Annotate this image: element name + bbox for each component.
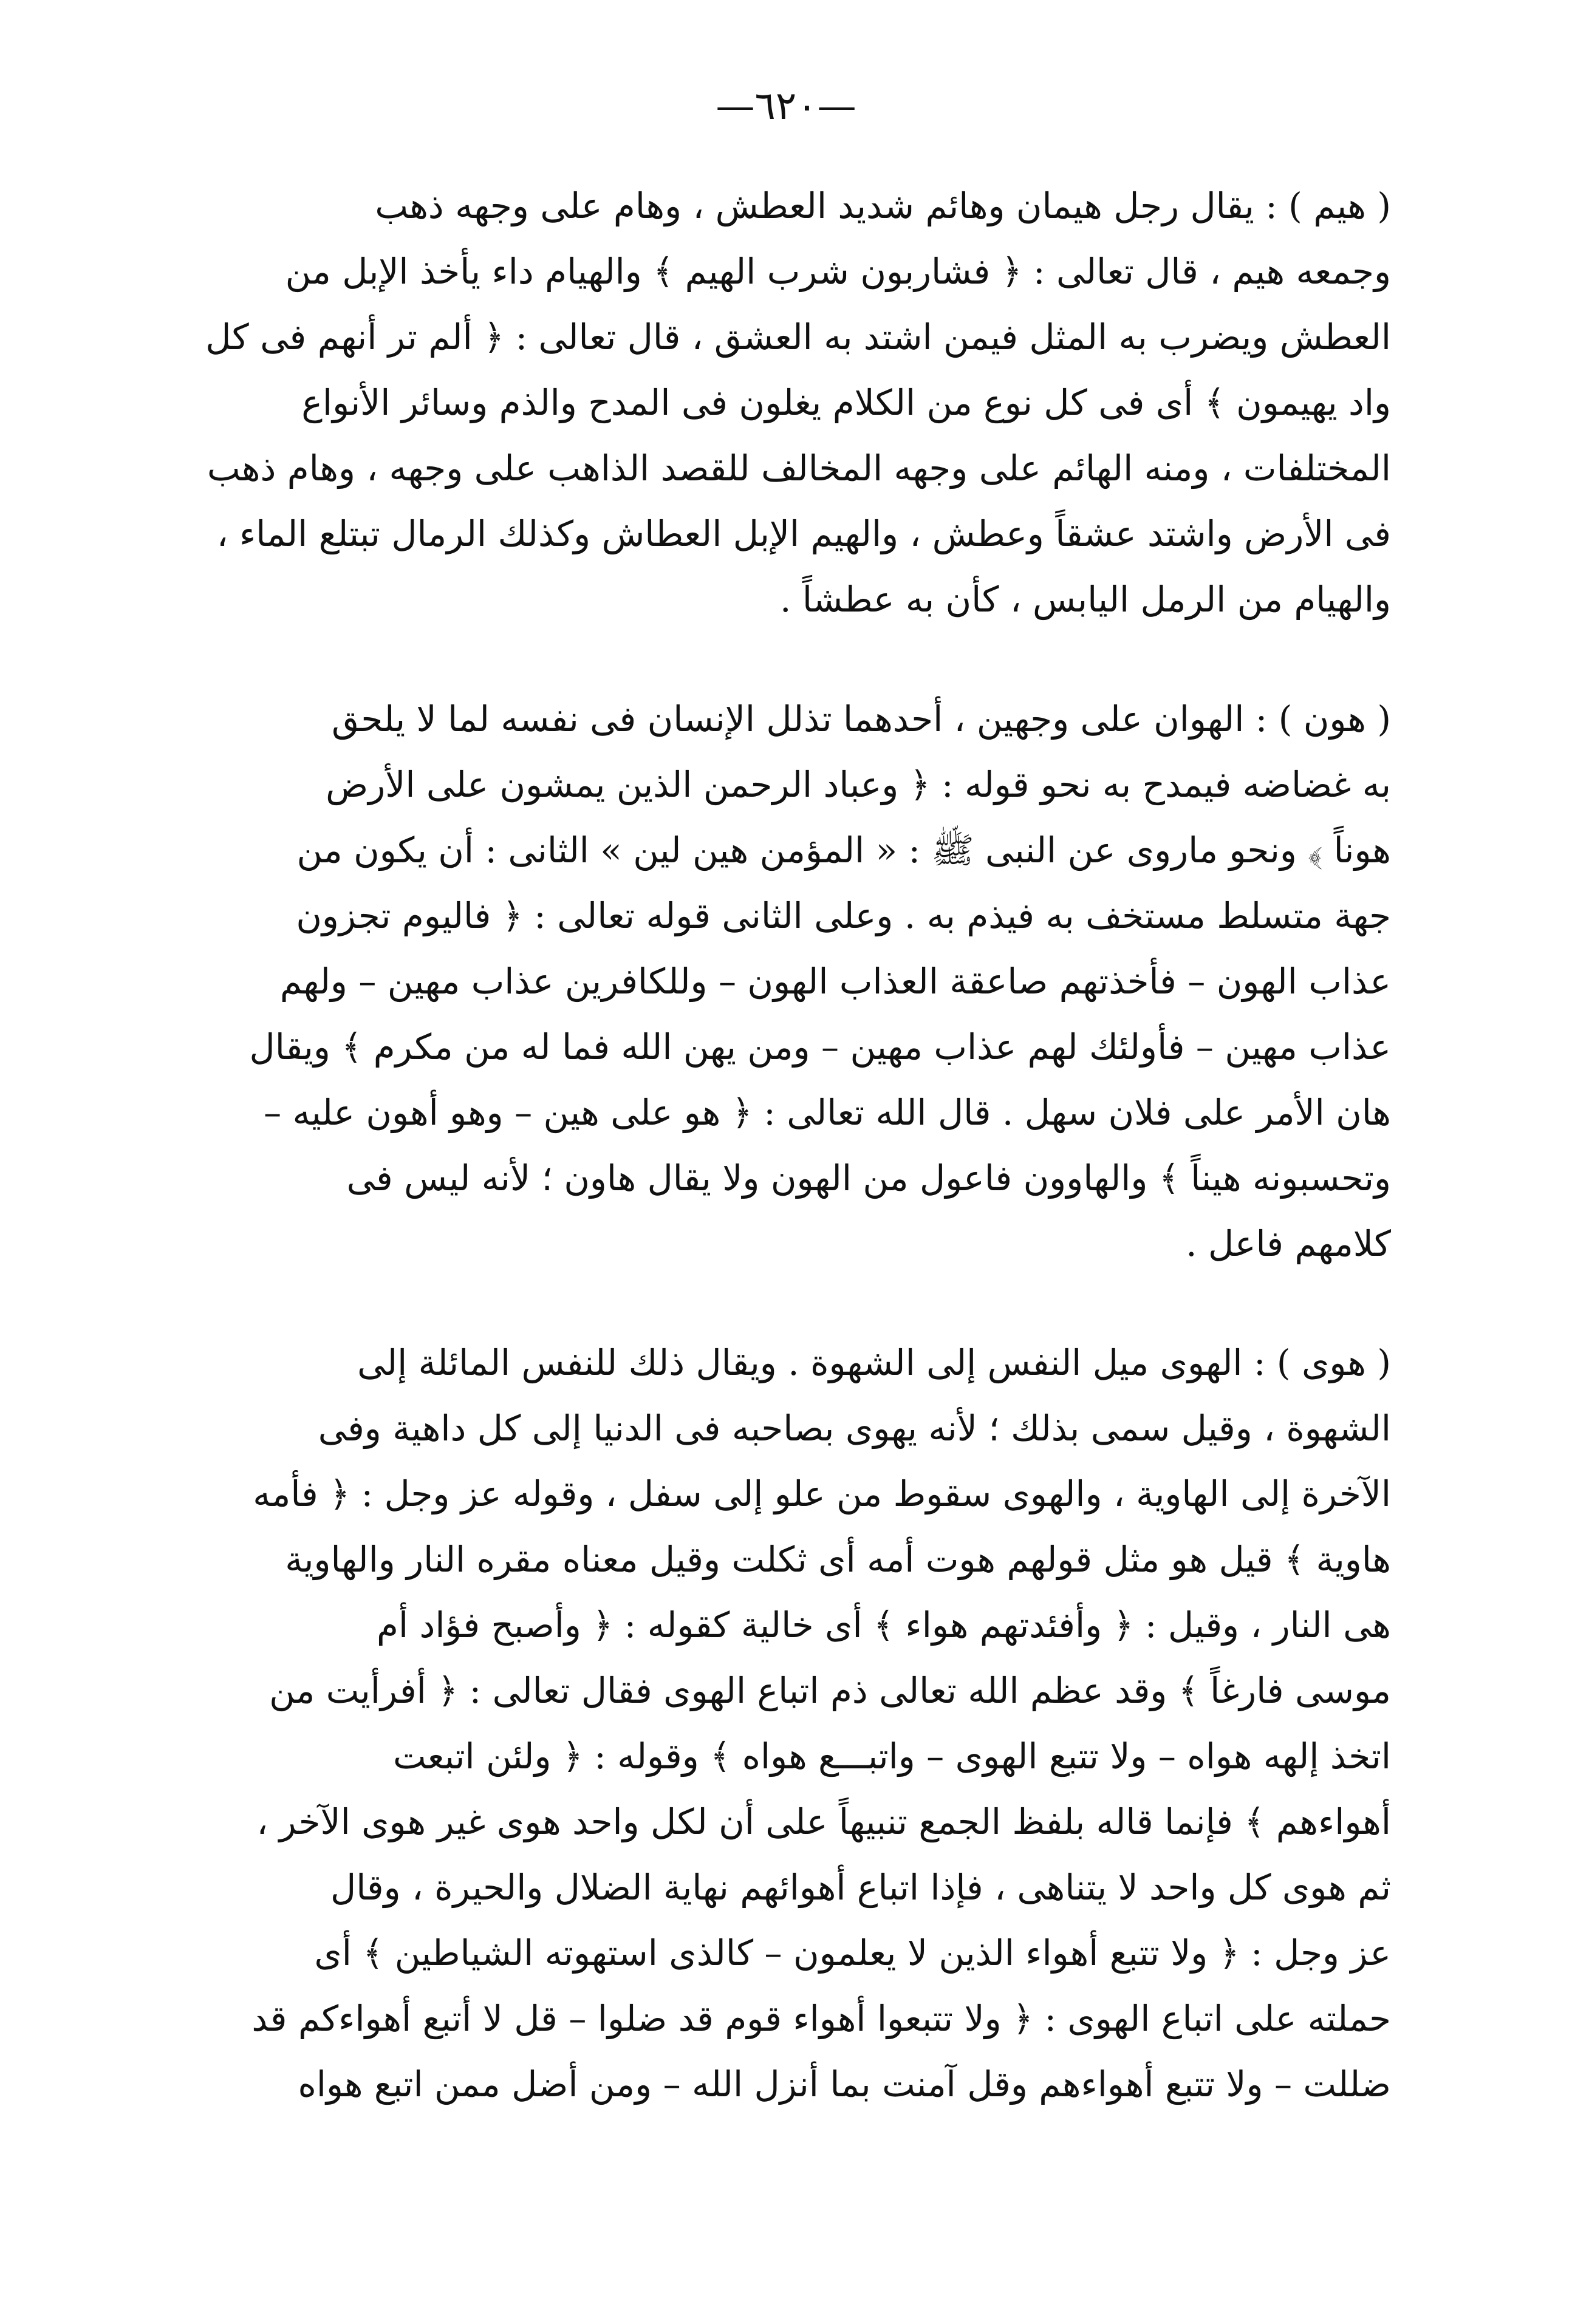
entry-hawa bbox=[176, 1330, 1391, 2117]
text-line: موسى فارغاً ﴾ وقد عظم الله تعالى ذم اتباع الهوى فقال تعالى : ﴿ أفرأيت من bbox=[269, 1670, 1391, 1711]
text-line: فى الأرض واشتد عشقاً وعطش ، والهيم الإبل العطاش وكذلك الرمال تبتلع الماء ، bbox=[216, 513, 1391, 554]
text-line: ( هون ) : الهوان على وجهين ، أحدهما تذلل الإنسان فى نفسه لما لا يلحق bbox=[331, 698, 1391, 740]
text-line: وتحسبونه هيناً ﴾ والهاوون فاعول من الهون ولا يقال هاون ؛ لأنه ليس فى bbox=[346, 1157, 1391, 1199]
text-line: هاوية ﴾ قيل هو مثل قولهم هوت أمه أى ثكلت وقيل معناه مقره النار والهاوية bbox=[285, 1539, 1391, 1580]
text-line: اتخذ إلهه هواه – ولا تتبع الهوى – واتبـــع هواه ﴾ وقوله : ﴿ ولئن اتبعت bbox=[392, 1736, 1391, 1777]
page-number: —٦٢٠— bbox=[716, 84, 856, 129]
text-line: عذاب الهون – فأخذتهم صاعقة العذاب الهون – وللكافرين عذاب مهين – ولهم bbox=[279, 961, 1391, 1002]
text-line: عذاب مهين – فأولئك لهم عذاب مهين – ومن يهن الله فما له من مكرم ﴾ ويقال bbox=[249, 1026, 1391, 1068]
text-line: هان الأمر على فلان سهل . قال الله تعالى : ﴿ هو على هين – وهو أهون عليه – bbox=[264, 1092, 1391, 1133]
text-line: ثم هوى كل واحد لا يتناهى ، فإذا اتباع أهوائهم نهاية الضلال والحيرة ، وقال bbox=[330, 1867, 1391, 1908]
entry-haym bbox=[176, 173, 1391, 632]
text-line: وجمعه هيم ، قال تعالى : ﴿ فشاربون شرب الهيم ﴾ والهيام داء يأخذ الإبل من bbox=[285, 251, 1391, 292]
text-line: عز وجل : ﴿ ولا تتبع أهواء الذين لا يعلمون – كالذى استهوته الشياطين ﴾ أى bbox=[314, 1932, 1391, 1974]
text-line: هى النار ، وقيل : ﴿ وأفئدتهم هواء ﴾ أى خالية كقوله : ﴿ وأصبح فؤاد أم bbox=[377, 1604, 1391, 1646]
text-line: كلامهم فاعل . bbox=[1186, 1223, 1391, 1264]
entry-hawn bbox=[176, 686, 1391, 1276]
text-line: هوناً ﴾ ونحو ماروى عن النبى ﷺ : « المؤمن هين لين » الثانى : أن يكون من bbox=[296, 830, 1391, 871]
text-line: واد يهيمون ﴾ أى فى كل نوع من الكلام يغلون فى المدح والذم وسائر الأنواع bbox=[301, 382, 1391, 423]
text-line: حملته على اتباع الهوى : ﴿ ولا تتبعوا أهواء قوم قد ضلوا – قل لا أتبع أهواءكم قد bbox=[251, 1998, 1391, 2039]
text-line: به غضاضه فيمدح به نحو قوله : ﴿ وعباد الرحمن الذين يمشون على الأرض bbox=[326, 764, 1391, 805]
text-line: ( هوى ) : الهوى ميل النفس إلى الشهوة . ويقال ذلك للنفس المائلة إلى bbox=[357, 1342, 1391, 1383]
text-line: العطش ويضرب به المثل فيمن اشتد به العشق ، قال تعالى : ﴿ ألم تر أنهم فى كل bbox=[205, 316, 1391, 358]
text-line: ( هيم ) : يقال رجل هيمان وهائم شديد العطش ، وهام على وجهه ذهب bbox=[375, 185, 1391, 227]
text-line: الآخرة إلى الهاوية ، والهوى سقوط من علو إلى سفل ، وقوله عز وجل : ﴿ فأمه bbox=[253, 1473, 1391, 1515]
text-line: أهواءهم ﴾ فإنما قاله بلفظ الجمع تنبيهاً على أن لكل واحد هوى غير هوى الآخر ، bbox=[256, 1801, 1391, 1842]
text-line: ضللت – ولا تتبع أهواءهم وقل آمنت بما أنزل الله – ومن أضل ممن اتبع هواه bbox=[298, 2063, 1391, 2105]
text-line: المختلفات ، ومنه الهائم على وجهه المخالف للقصد الذاهب على وجهه ، وهام ذهب bbox=[207, 448, 1391, 489]
text-line: الشهوة ، وقيل سمى بذلك ؛ لأنه يهوى بصاحبه فى الدنيا إلى كل داهية وفى bbox=[318, 1408, 1391, 1449]
text-line: جهة متسلط مستخف به فيذم به . وعلى الثانى قوله تعالى : ﴿ فاليوم تجزون bbox=[296, 895, 1391, 936]
text-line: والهيام من الرمل اليابس ، كأن به عطشاً . bbox=[779, 579, 1391, 620]
